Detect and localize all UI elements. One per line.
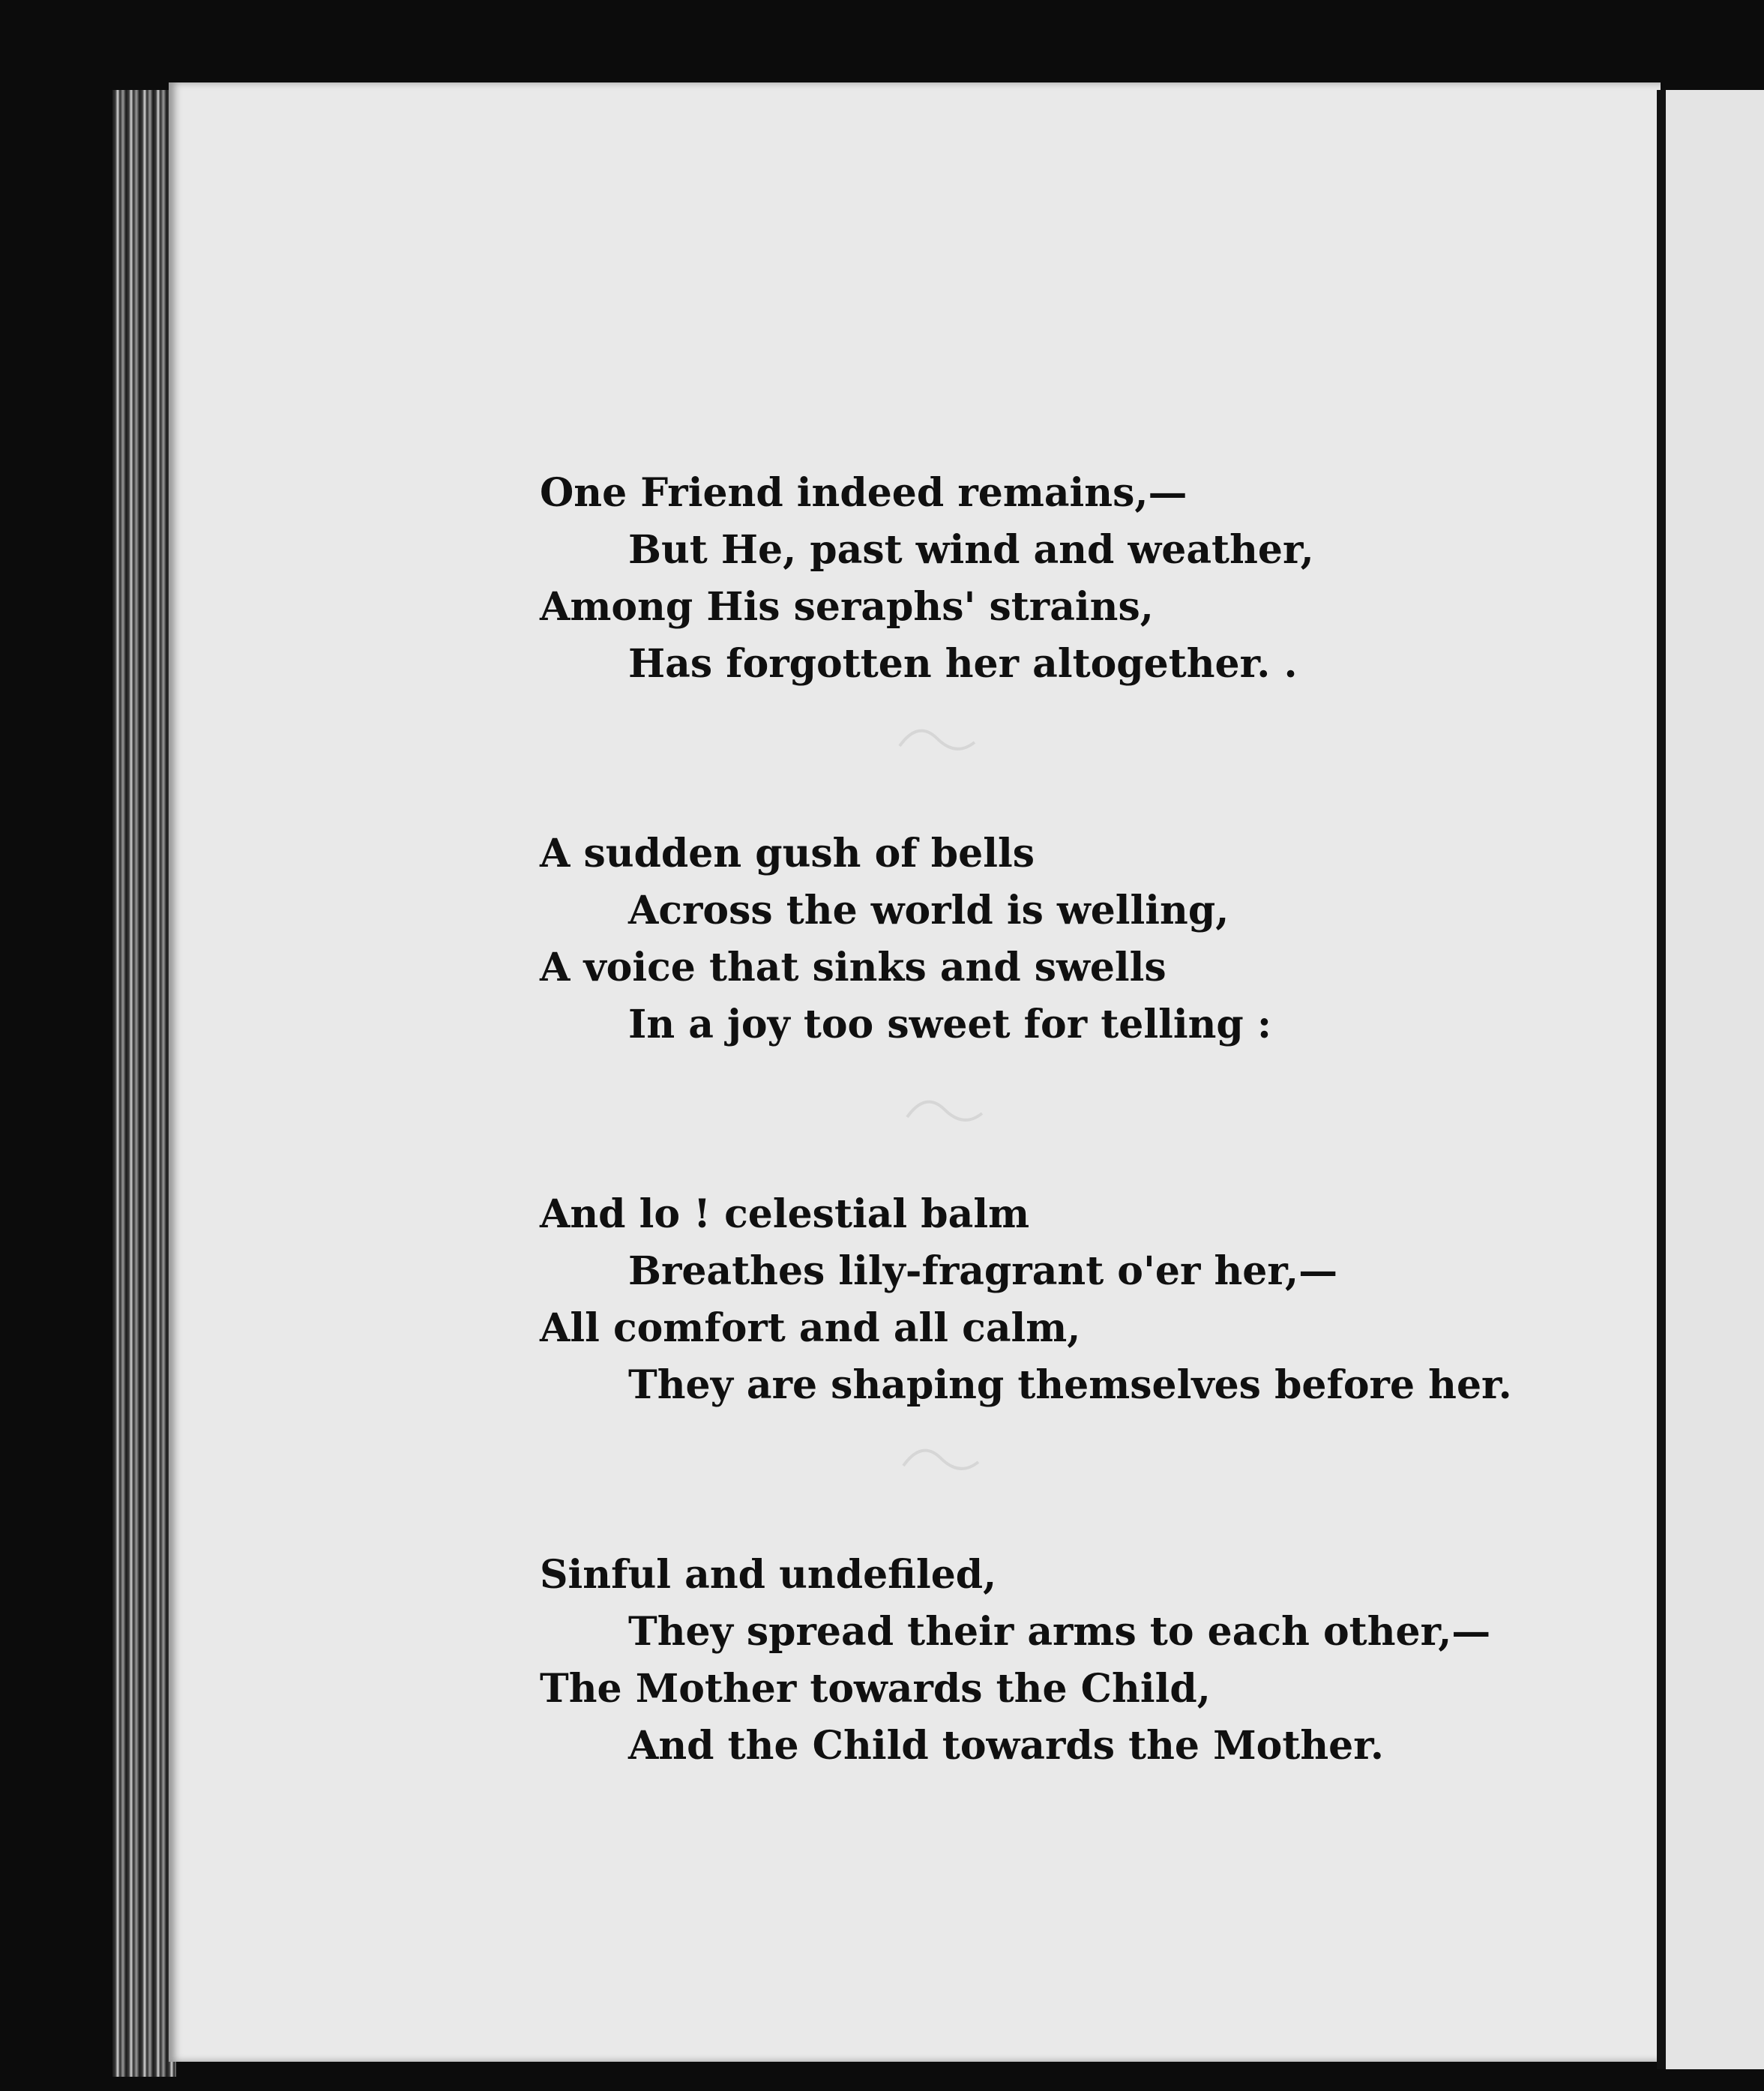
poem-line: And lo ! celestial balm	[540, 1191, 1030, 1237]
poem-line: All comfort and all calm,	[540, 1305, 1081, 1351]
poem-line: They are shaping themselves before her.	[628, 1362, 1512, 1408]
poem-line: One Friend indeed remains,—	[540, 470, 1187, 516]
poem-line: Sinful and undefiled,	[540, 1552, 997, 1598]
book-page-edges	[112, 90, 176, 2077]
poem-line: Among His seraphs' strains,	[540, 584, 1154, 630]
poem-line: A voice that sinks and swells	[540, 945, 1167, 990]
poem-line: But He, past wind and weather,	[628, 527, 1314, 573]
poem-line: Across the world is welling,	[628, 888, 1229, 933]
poem-line: The Mother towards the Child,	[540, 1666, 1211, 1712]
poem-line: They spread their arms to each other,—	[628, 1609, 1491, 1655]
poem-line: Breathes lily-fragrant o'er her,—	[628, 1248, 1338, 1294]
stanza-4	[540, 1547, 1664, 1775]
poem-line: In a joy too sweet for telling :	[628, 1002, 1272, 1047]
poem-line: And the Child towards the Mother.	[628, 1723, 1384, 1769]
poem-text	[540, 465, 1664, 1775]
stanza-2	[540, 825, 1664, 1053]
facing-page-edge	[1657, 90, 1764, 2069]
poem-line: A sudden gush of bells	[540, 831, 1035, 876]
poem-line: Has forgotten her altogether. .	[628, 641, 1298, 687]
stanza-1	[540, 465, 1664, 693]
stanza-3	[540, 1186, 1664, 1414]
